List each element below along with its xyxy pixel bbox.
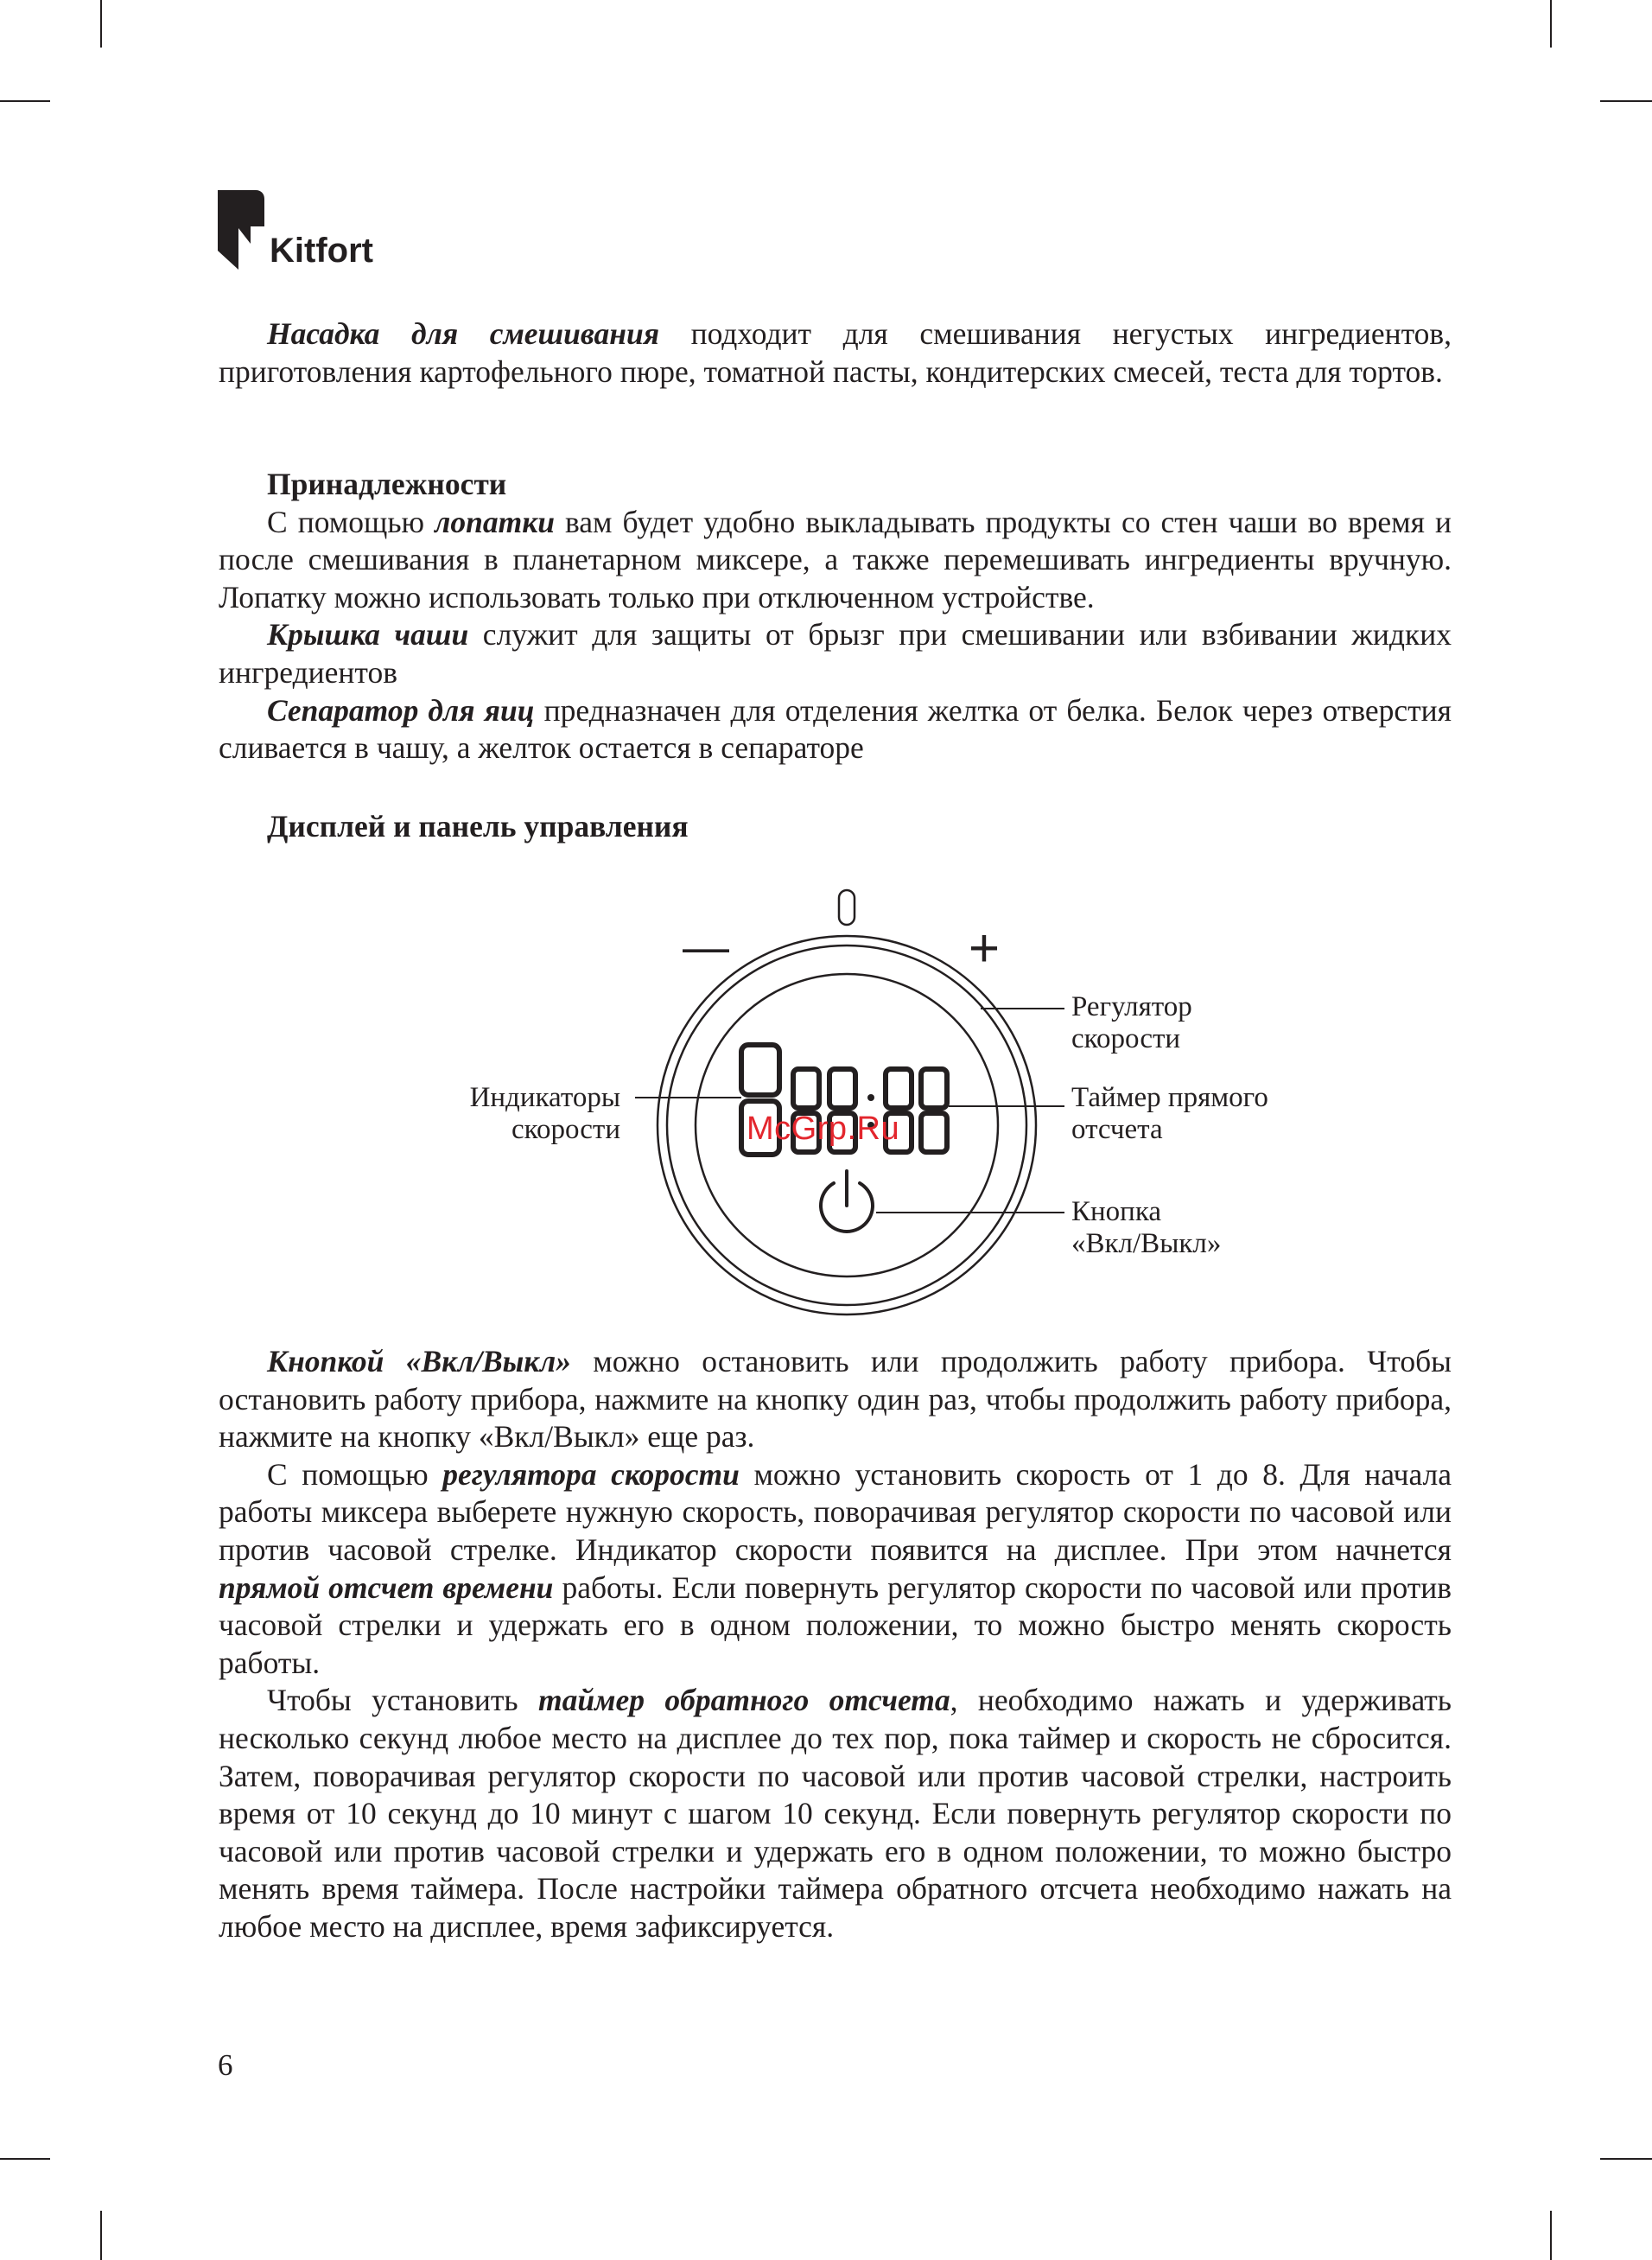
- watermark: McGrp.Ru: [747, 1111, 900, 1147]
- crop-mark: [100, 0, 102, 48]
- section-heading: Дисплей и панель управления: [267, 809, 689, 844]
- term: лопатки: [435, 504, 555, 539]
- crop-mark: [0, 100, 50, 102]
- label-speed-indicators: Индикаторы скорости: [469, 1082, 620, 1145]
- plus-icon: +: [968, 919, 1001, 978]
- crop-mark: [1550, 2211, 1552, 2260]
- paragraph: С помощью регулятора скорости можно установить скорость от 1 до 8. Для начала работы миксера выберете нужную скорость, поворачивая регулятор скорости по часовой или против часовой стрелке. Индикатор скорости появится на дисплее. При этом начнется прямой отсчет времени работы. Если повернуть регулятор скорости по часовой или против часовой стрелки и удержать его в одном положении, то можно быстро менять скорость работы.: [219, 1456, 1452, 1680]
- term: регулятора скорости: [442, 1456, 740, 1492]
- crop-mark: [1550, 0, 1552, 48]
- crop-mark: [1600, 2158, 1652, 2160]
- intro-paragraph: Насадка для смешивания подходит для смешивания негустых ингредиентов, приготовления картофельного пюре, томатной пасты, кондитерских смесей, теста для тортов.: [219, 316, 1452, 389]
- accessories-section: [219, 466, 1452, 767]
- intro-section: [219, 315, 1452, 391]
- term: прямой отсчет времени: [219, 1569, 554, 1605]
- power-button-icon: [821, 1171, 873, 1232]
- label-power-button: Кнопка «Вкл/Выкл»: [1071, 1196, 1222, 1259]
- timer-digit: [921, 1069, 947, 1152]
- crop-mark: [100, 2211, 102, 2260]
- label-timer: Таймер прямого отсчета: [1071, 1082, 1268, 1145]
- paragraph: С помощью лопатки вам будет удобно выкладывать продукты со стен чаши во время и после смешивания в планетарном миксере, а также перемешивать ингредиенты вручную. Лопатку можно использовать только при отключенном устройстве.: [219, 504, 1452, 614]
- body-section: [219, 1343, 1452, 1946]
- crop-mark: [1600, 100, 1652, 102]
- label-speed-regulator: Регулятор скорости: [1071, 991, 1192, 1054]
- crop-mark: [0, 2158, 50, 2160]
- top-marker-icon: [839, 890, 855, 925]
- page-number: 6: [218, 2048, 233, 2082]
- paragraph: Крышка чаши служит для защиты от брызг при смешивании или взбивании жидких ингредиентов: [219, 617, 1452, 690]
- colon-dot: [867, 1094, 874, 1101]
- paragraph: Кнопкой «Вкл/Выкл» можно остановить или продолжить работу прибора. Чтобы остановить работу прибора, нажмите на кнопку один раз, чтобы продолжить работу прибора, нажмите на кнопку «Вкл/Выкл» еще раз.: [219, 1344, 1452, 1455]
- brand-name: Kitfort: [270, 232, 373, 270]
- term: Насадка для смешивания: [267, 316, 659, 351]
- paragraph: Чтобы установить таймер обратного отсчета, необходимо нажать и удерживать несколько секунд любое место на дисплее до тех пор, пока таймер и скорость не сбросится. Затем, поворачивая регулятор скорости по часовой или против часовой стрелки, настроить время от 10 секунд до 10 минут с шагом 10 секунд. Если повернуть регулятор скорости по часовой или против часовой стрелки и удержать его в одном положении, то можно быстро менять время таймера. После настройки таймера обратного отсчета необходимо нажать на любое место на дисплее, время зафиксируется.: [219, 1683, 1452, 1944]
- term: Кнопкой «Вкл/Выкл»: [267, 1344, 571, 1378]
- display-section: [219, 808, 1452, 846]
- term: таймер обратного отсчета: [538, 1683, 950, 1718]
- section-heading: Принадлежности: [267, 467, 507, 501]
- minus-icon: —: [683, 921, 729, 973]
- term: Крышка чаши: [267, 617, 469, 653]
- paragraph: Сепаратор для яиц предназначен для отделения желтка от белка. Белок через отверстия сливается в чашу, а желток остается в сепараторе: [219, 692, 1452, 766]
- term: Сепаратор для яиц: [267, 692, 535, 728]
